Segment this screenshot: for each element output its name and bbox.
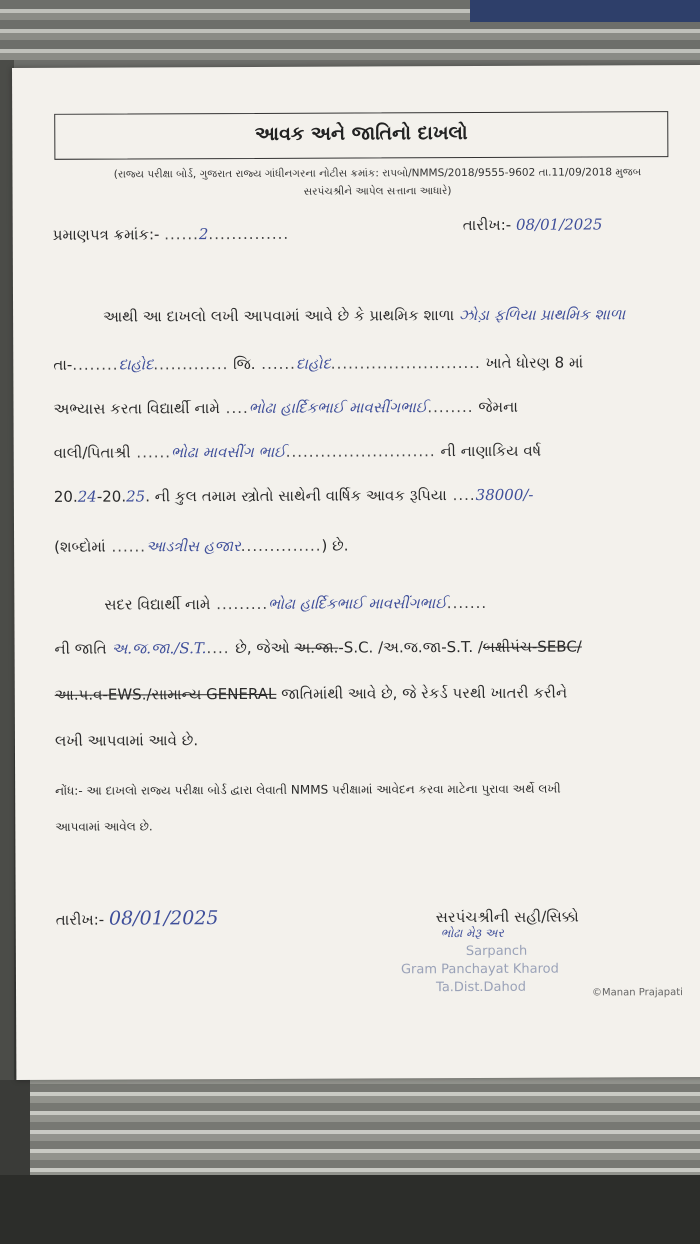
certificate-number-value: 2 [198,225,209,244]
paragraph1-line1 [103,305,625,325]
caste-end: જાતિમાંથી આવે છે, જે રેકર્ડ પરથી ખાતરી કરીને [281,683,568,703]
caste-mid: છે, જેઓ [235,638,290,658]
floor [0,1175,700,1244]
stamp-gram-panchayat: Gram Panchayat Kharod [400,961,559,978]
note-line2 [55,819,152,834]
caste-handwritten: અ.જ.જા./S.T. [111,639,207,658]
income-year-label: ની નાણાકિય વર્ષ [440,441,542,461]
footer-date-handwritten: 08/01/2025 [108,907,219,930]
intro-text: આથી આ દાખલો લખી આપવામાં આવે છે કે પ્રાથમિક શાળા [103,306,455,326]
certificate-paper [12,65,700,1080]
reference-note-line1: (રાજ્ય પરીક્ષા બોર્ડ, ગુજરાત રાજ્ય ગાંધીનગરના નોટીસ ક્રમાંક: રાપબો/NMMS/2018/9555-9602 તા.11/09/2018 મુજબ [113,166,642,181]
sign-label: સરપંચશ્રીની સહી/સિક્કો [435,907,579,927]
table-surface-bottom [30,1065,700,1175]
student-label: અભ્યાસ કરતા વિદ્યાર્થી નામે [53,399,220,418]
words-label: (શબ્દોમાં [54,537,106,556]
note-text2: આપવામાં આવેલ છે. [55,819,153,834]
taluka-handwritten: દાહોદ [118,355,154,374]
paragraph1-line2: તા-........દાહોદ............. જિ. ......દાહોદ.......................... ખાતે ધોરણ 8 માં [53,353,584,374]
option-sc-st: -S.C. /અ.જ.જા-S.T. / [338,637,483,657]
income-text: . ની કુલ તમામ સ્ત્રોતો સાથેની વાર્ષિક આવક રૂપિયા [145,486,447,506]
words-handwritten: આડત્રીસ હજાર [146,537,241,556]
note-line1 [55,782,561,799]
words-end: ) છે. [321,536,349,555]
signature-handwritten: ભોઢા મેરૂ અર [440,925,504,941]
paragraph2-line4 [55,731,198,750]
signature [441,926,504,941]
paragraph1-line5: 20.24-20.25. ની કુલ તમામ સ્ત્રોતો સાથેની વાર્ષિક આવક રૂપિયા ....38000/- [53,485,534,506]
certificate-date-row [463,215,603,234]
paragraph1-line4: વાલી/પિતાશ્રી ......ભોઢા માવસીંગ ભાઈ.......................... ની નાણાકિય વર્ષ [53,441,542,462]
student-name-handwritten: ભોઢા હાર્દિકભાઈ માવસીંગભાઈ [248,398,428,417]
option-sebc-struck: બક્ષીપંચ-SEBC/ [482,637,582,656]
class-text: ખાતે ધોરણ 8 માં [485,353,584,372]
certificate-date-label: તારીખ:- [462,215,512,235]
p2-student-handwritten: ભોઢા હાર્દિકભાઈ માવસીંગભાઈ [268,594,447,613]
stamp-sarpanch: Sarpanch [465,943,528,960]
title-box [54,111,668,160]
year-end-handwritten: 25 [126,487,146,506]
certificate-number-row: પ્રમાણપત્ર ક્રમાંક:- ......2.............. [52,224,290,244]
guardian-name-handwritten: ભોઢા માવસીંગ ભાઈ [170,442,286,462]
taluka-label: તા- [53,355,73,374]
footer-date-label: તારીખ:- [55,910,105,929]
paragraph1-line6: (શબ્દોમાં ......આડત્રીસ હજાર..............) છે. [54,536,349,556]
jemna-text: જેમના [478,397,518,416]
year-start-handwritten: 24 [77,487,97,506]
district-label: જિ. [233,354,256,374]
reference-note [87,163,667,202]
year-mid: -20. [96,487,127,506]
certificate-title: આવક અને જાતિનો દાખલો [254,122,468,145]
note-text1: નોંધ:- આ દાખલો રાજ્ય પરીક્ષા બોર્ડ દ્વારા લેવાતી NMMS પરીક્ષામાં આવેદન કરવા માટેના પુરાવા અર્થે લખી [55,781,561,798]
paragraph2-line1: સદર વિદ્યાર્થી નામે .........ભોઢા હાર્દિકભાઈ માવસીંગભાઈ....... [104,593,488,614]
option-sc-struck: અ.જા. [294,638,339,657]
certificate-number-label: પ્રમાણપત્ર ક્રમાંક:- [52,225,160,244]
stamp-taluka-district: Ta.Dist.Dahod [435,979,526,996]
photo-credit: ©Manan Prajapati [592,987,683,999]
reference-note-line2: સરપંચશ્રીને આપેલ સત્તાના આધારે) [303,185,452,198]
paragraph2-line2: ની જાતિ અ.જ.જા./S.T..... છે, જેઓ અ.જા.-S.C. /અ.જ.જા-S.T. /બક્ષીપંચ-SEBC/ [54,637,582,658]
blue-object [470,0,700,22]
footer-date-row [56,907,219,930]
option-ews-general-struck: આ.પ.વ-EWS./સામાન્ય GENERAL [54,684,277,704]
school-name-handwritten: ઝોડ઼ા ફળિયા પ્રાથમિક શાળા [458,305,626,325]
p2-student-label: સદર વિદ્યાર્થી નામે [104,595,211,614]
district-handwritten: દાહોદ [295,354,331,373]
year-prefix: 20. [53,487,78,506]
income-handwritten: 38000/- [475,485,534,504]
caste-end2: લખી આપવામાં આવે છે. [54,731,199,750]
caste-label: ની જાતિ [54,639,107,658]
paragraph2-line3 [55,684,567,704]
certificate-date-value: 08/01/2025 [515,215,603,234]
paragraph1-line3: અભ્યાસ કરતા વિદ્યાર્થી નામે ....ભોઢા હાર્દિકભાઈ માવસીંગભાઈ........ જેમના [53,397,518,418]
guardian-label: વાલી/પિતાશ્રી [53,443,131,462]
sign-label-row [436,908,579,927]
